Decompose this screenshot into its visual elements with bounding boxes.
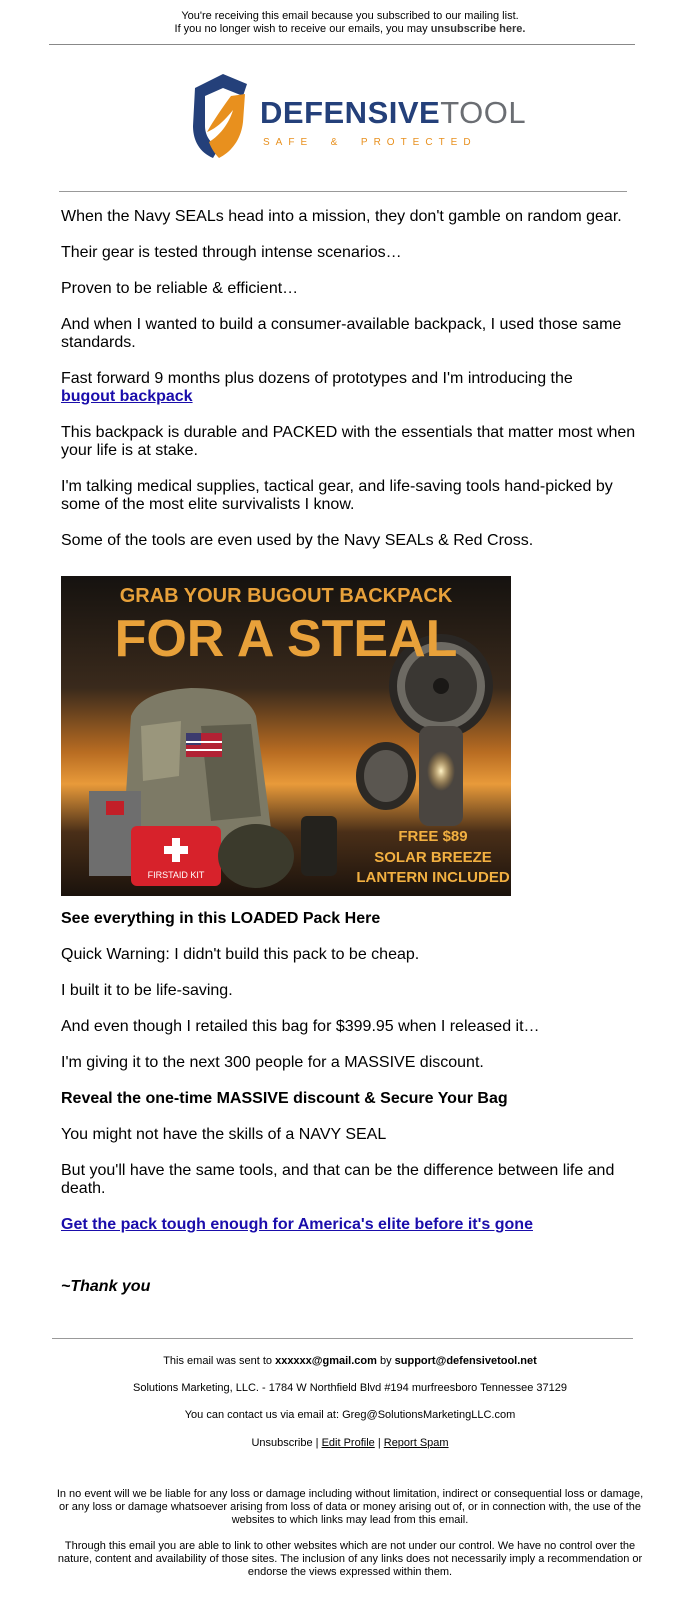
subscription-note: You're receiving this email because you subscribed to our mailing list.: [181, 10, 519, 22]
brand-name-bold: DEFENSIVE: [260, 95, 441, 130]
hero-illustration: [61, 576, 511, 896]
hero-offer-line3: LANTERN INCLUDED: [356, 869, 510, 886]
brand-logo[interactable]: [185, 74, 545, 164]
paragraph-text: Fast forward 9 months plus dozens of prototypes and I'm introducing the: [61, 370, 573, 387]
paragraph: When the Navy SEALs head into a mission, they don't gamble on random gear.: [61, 208, 622, 225]
paragraph: And even though I retailed this bag for $399.95 when I released it…: [61, 1018, 540, 1035]
paragraph: [61, 370, 641, 406]
paragraph: Quick Warning: I didn't build this pack to be cheap.: [61, 946, 420, 963]
paragraph: I'm talking medical supplies, tactical gear, and life-saving tools hand-picked by some of the most elite survivalists I know.: [61, 478, 613, 513]
offer-section: [61, 910, 641, 1296]
signoff: ~Thank you: [61, 1278, 151, 1295]
logo-divider: [59, 191, 627, 192]
footer-sent-to: [0, 1355, 700, 1368]
footer-links: [0, 1437, 700, 1450]
reveal-discount-link[interactable]: Reveal the one-time MASSIVE discount & Secure Your Bag: [61, 1090, 508, 1107]
hero-offer-line2: SOLAR BREEZE: [374, 849, 492, 866]
bugout-backpack-link[interactable]: bugout backpack: [61, 388, 193, 405]
brand-name: [260, 96, 526, 130]
hero-offer-line1: FREE $89: [398, 828, 468, 845]
paragraph: I'm giving it to the next 300 people for a MASSIVE discount.: [61, 1054, 484, 1071]
get-pack-link[interactable]: Get the pack tough enough for America's elite before it's gone: [61, 1216, 533, 1233]
kit-label: FIRSTAID KIT: [147, 870, 205, 880]
unsubscribe-here-link[interactable]: unsubscribe here.: [430, 23, 526, 35]
footer-disclaimer-1: In no event will we be liable for any loss or damage including without limitation, indirect or consequential loss or damage, or any loss or damage whatsoever arising from loss of data or money arising out of, or in connection with, the use of the websites to which links may lead from this email.: [56, 1488, 644, 1526]
top-notice: [0, 10, 700, 36]
unsubscribe-note: [0, 23, 700, 36]
link-separator: |: [312, 1437, 322, 1449]
paragraph: This backpack is durable and PACKED with the essentials that matter most when your life is at stake.: [61, 424, 636, 459]
paragraph: But you'll have the same tools, and that can be the difference between life and death.: [61, 1162, 615, 1197]
hero-headline-line2: FOR A STEAL: [114, 610, 458, 668]
sent-by: by: [376, 1355, 395, 1367]
paragraph: Their gear is tested through intense scenarios…: [61, 244, 402, 261]
paragraph: Proven to be reliable & efficient…: [61, 280, 299, 297]
footer-address: Solutions Marketing, LLC. - 1784 W Northfield Blvd #194 murfreesboro Tennessee 37129: [133, 1382, 567, 1394]
intro-section: [61, 208, 641, 550]
cta-paragraph: [61, 1216, 641, 1234]
unsubscribe-link[interactable]: Unsubscribe: [251, 1437, 313, 1449]
link-separator: |: [374, 1437, 384, 1449]
recipient-email: xxxxxx@gmail.com: [275, 1355, 377, 1367]
hero-headline-line1: GRAB YOUR BUGOUT BACKPACK: [119, 585, 453, 607]
paragraph: Some of the tools are even used by the Navy SEALs & Red Cross.: [61, 532, 534, 549]
brand-name-light: TOOL: [440, 95, 527, 130]
brand-tagline: SAFE & PROTECTED: [263, 137, 477, 148]
paragraph: I built it to be life-saving.: [61, 982, 233, 999]
report-spam-link[interactable]: Report Spam: [383, 1437, 449, 1449]
sent-prefix: This email was sent to: [163, 1355, 276, 1367]
hero-banner-image[interactable]: [61, 576, 511, 896]
paragraph: And when I wanted to build a consumer-available backpack, I used those same standards.: [61, 316, 622, 351]
sender-email[interactable]: support@defensivetool.net: [394, 1355, 537, 1367]
paragraph: You might not have the skills of a NAVY SEAL: [61, 1126, 387, 1143]
footer-divider: [52, 1338, 633, 1339]
shield-logo-icon: [185, 74, 249, 164]
footer-disclaimer-2: Through this email you are able to link to other websites which are not under our control. We have no control over the nature, content and availability of those sites. The inclusion of any links does not necessarily imply a recommendation or endorse the views expressed within them.: [57, 1540, 643, 1578]
unsubscribe-prefix: If you no longer wish to receive our emails, you may: [174, 23, 431, 35]
see-everything-link[interactable]: See everything in this LOADED Pack Here: [61, 910, 381, 927]
edit-profile-link[interactable]: Edit Profile: [321, 1437, 375, 1449]
header-divider: [49, 44, 635, 45]
footer-contact: You can contact us via email at: Greg@SolutionsMarketingLLC.com: [184, 1409, 516, 1421]
